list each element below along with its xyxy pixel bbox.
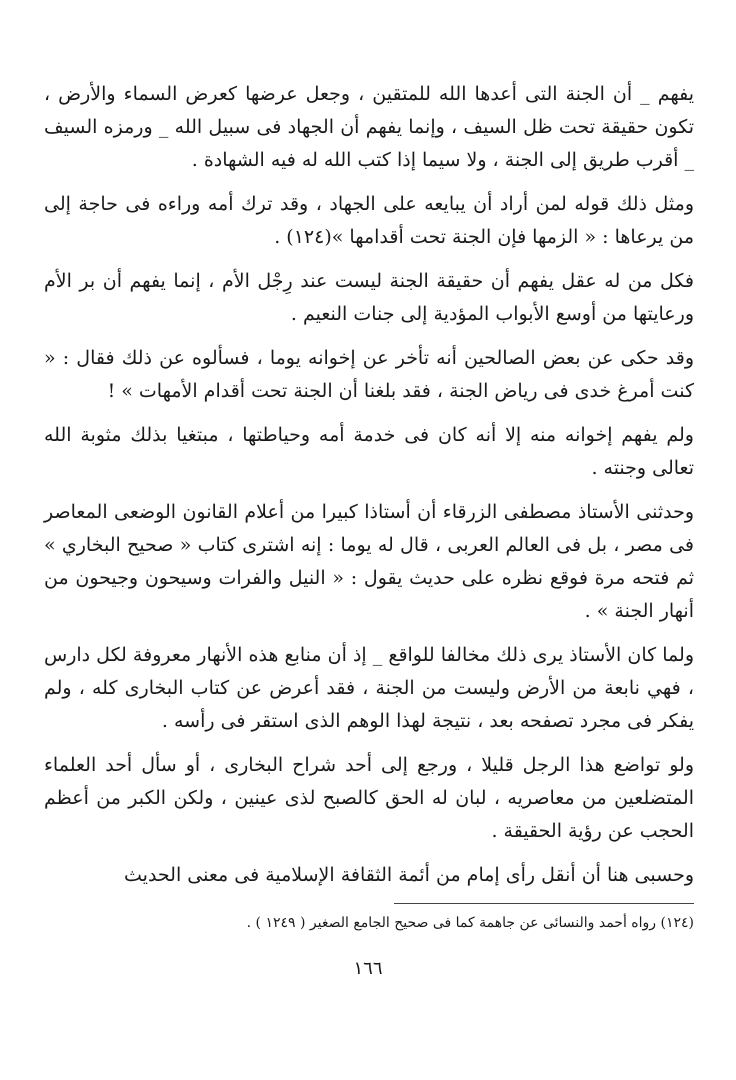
- paragraph-9: وحسبى هنا أن أنقل رأى إمام من أئمة الثقافة الإسلامية فى معنى الحديث: [124, 864, 694, 886]
- paragraph-8: ولو تواضع هذا الرجل قليلا ، ورجع إلى أحد شراح البخارى ، أو سأل أحد العلماء المتضلعين من معاصريه ، لبان له الحق كالصبح لذى عينين ، ولكن الكبر من أعظم الحجب عن رؤية الحقيقة .: [44, 754, 694, 842]
- paragraph-3: فكل من له عقل يفهم أن حقيقة الجنة ليست عند رِجْل الأم ، إنما يفهم أن بر الأم ورعايتها من أوسع الأبواب المؤدية إلى جنات النعيم .: [44, 270, 694, 325]
- footnote-divider: [394, 903, 694, 904]
- paragraph-4: وقد حكى عن بعض الصالحين أنه تأخر عن إخوانه يوما ، فسألوه عن ذلك فقال : « كنت أمرغ خدى فى رياض الجنة ، فقد بلغنا أن الجنة تحت أقدام الأمهات » !: [44, 347, 694, 402]
- footnote: (١٢٤) رواه أحمد والنسائى عن جاهمة كما فى صحيح الجامع الصغير ( ١٢٤٩ ) .: [246, 915, 694, 931]
- page-number: ١٦٦: [353, 958, 383, 979]
- page-body: [44, 78, 694, 903]
- paragraph-2: ومثل ذلك قوله لمن أراد أن يبايعه على الجهاد ، وقد ترك أمه وراءه فى حاجة إلى من يرعاها : « الزمها فإن الجنة تحت أقدامها »(١٢٤) .: [44, 193, 694, 248]
- paragraph-5: ولم يفهم إخوانه منه إلا أنه كان فى خدمة أمه وحياطتها ، مبتغيا بذلك مثوبة الله تعالى وجنته .: [44, 424, 694, 479]
- paragraph-6: وحدثنى الأستاذ مصطفى الزرقاء أن أستاذا كبيرا من أعلام القانون الوضعى المعاصر فى مصر ، بل فى العالم العربى ، قال له يوما : إنه اشترى كتاب « صحيح البخاري » ثم فتحه مرة فوقع نظره على حديث يقول : « النيل والفرات وسيحون وجيحون من أنهار الجنة » .: [44, 501, 694, 622]
- paragraph-7: ولما كان الأستاذ يرى ذلك مخالفا للواقع _ إذ أن منابع هذه الأنهار معروفة لكل دارس ، فهي نابعة من الأرض وليست من الجنة ، فقد أعرض عن كتاب البخارى كله ، ولم يفكر فى مجرد تصفحه بعد ، نتيجة لهذا الوهم الذى استقر فى رأسه .: [44, 644, 694, 732]
- paragraph-1: يفهم _ أن الجنة التى أعدها الله للمتقين ، وجعل عرضها كعرض السماء والأرض ، تكون حقيقة تحت ظل السيف ، وإنما يفهم أن الجهاد فى سبيل الله _ ورمزه السيف _ أقرب طريق إلى الجنة ، ولا سيما إذا كتب الله له فيه الشهادة .: [44, 83, 694, 171]
